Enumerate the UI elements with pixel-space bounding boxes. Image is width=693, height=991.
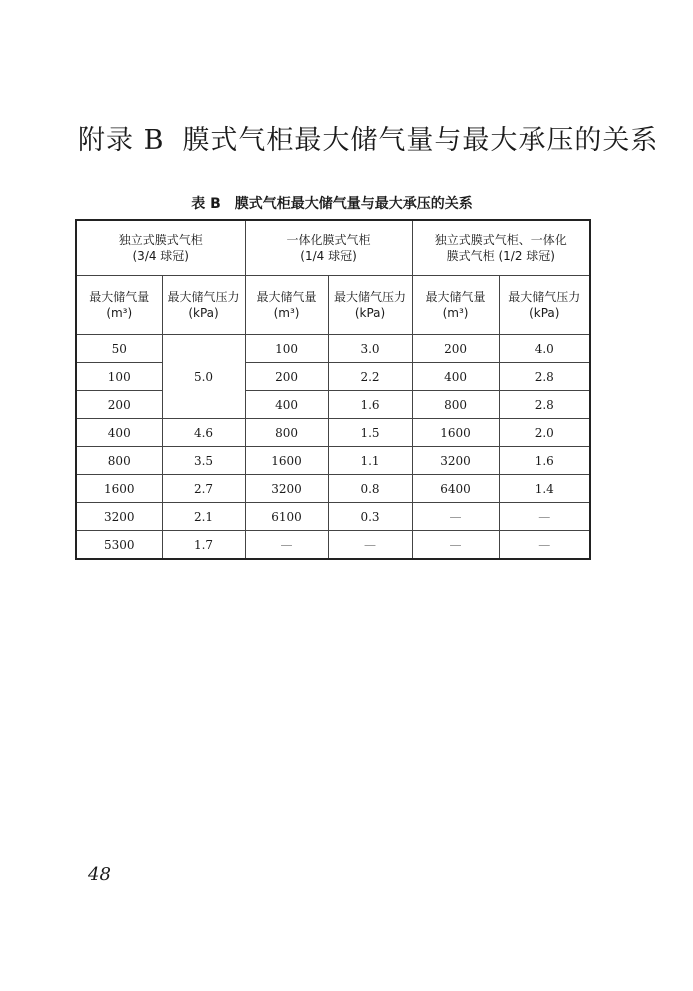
- table-cell: 2.0: [499, 419, 590, 447]
- table-cell: 1.6: [328, 391, 412, 419]
- table-row: [76, 363, 590, 391]
- table-cell-dash: —: [245, 531, 328, 560]
- table-cell: 400: [76, 419, 162, 447]
- column-header: 最大储气量 (m³): [245, 276, 328, 335]
- storage-pressure-table: [75, 219, 591, 560]
- column-header: 最大储气量 (m³): [76, 276, 162, 335]
- table-cell: 1600: [412, 419, 499, 447]
- table-row: [76, 503, 590, 531]
- table-cell: 50: [76, 335, 162, 363]
- table-cell: 2.8: [499, 391, 590, 419]
- table-caption: [75, 193, 589, 213]
- table-cell: 1.5: [328, 419, 412, 447]
- merged-pressure-cell: 5.0: [162, 335, 245, 419]
- table-cell: 0.3: [328, 503, 412, 531]
- table-cell: 200: [76, 391, 162, 419]
- table-cell-dash: —: [412, 531, 499, 560]
- table-row: [76, 475, 590, 503]
- table-cell: 400: [412, 363, 499, 391]
- table-cell: 0.8: [328, 475, 412, 503]
- table-row: [76, 419, 590, 447]
- table-cell: 1600: [76, 475, 162, 503]
- table-cell: 800: [412, 391, 499, 419]
- table-cell: 1600: [245, 447, 328, 475]
- table-cell-dash: —: [412, 503, 499, 531]
- column-header: 最大储气量 (m³): [412, 276, 499, 335]
- column-header: 最大储气压力 (kPa): [499, 276, 590, 335]
- table-cell-dash: —: [328, 531, 412, 560]
- table-cell: 4.6: [162, 419, 245, 447]
- table-cell: 4.0: [499, 335, 590, 363]
- table-cell: 1.1: [328, 447, 412, 475]
- table-row: [76, 335, 590, 363]
- table-cell-dash: —: [499, 531, 590, 560]
- table-cell: 5300: [76, 531, 162, 560]
- table-cell: 800: [76, 447, 162, 475]
- table-cell: 100: [76, 363, 162, 391]
- table-cell: 3200: [412, 447, 499, 475]
- table-cell: 6400: [412, 475, 499, 503]
- table-cell: 1.6: [499, 447, 590, 475]
- table-row: [76, 391, 590, 419]
- table-cell: 200: [245, 363, 328, 391]
- table-row: [76, 447, 590, 475]
- table-cell: 2.8: [499, 363, 590, 391]
- group-header-integrated: 一体化膜式气柜 (1/4 球冠): [245, 220, 412, 276]
- column-header: 最大储气压力 (kPa): [162, 276, 245, 335]
- table-cell: 100: [245, 335, 328, 363]
- table-cell: 3.5: [162, 447, 245, 475]
- table-cell: 200: [412, 335, 499, 363]
- table-cell-dash: —: [499, 503, 590, 531]
- table-caption-title: 膜式气柜最大储气量与最大承压的关系: [234, 196, 473, 212]
- table-cell: 1.4: [499, 475, 590, 503]
- table-cell: 2.7: [162, 475, 245, 503]
- appendix-label: 附录 B: [78, 125, 165, 156]
- table-cell: 2.1: [162, 503, 245, 531]
- table-cell: 800: [245, 419, 328, 447]
- appendix-title: [78, 118, 658, 157]
- group-header-row: [76, 220, 590, 276]
- table-row: [76, 531, 590, 560]
- column-header-row: [76, 276, 590, 335]
- table-cell: 400: [245, 391, 328, 419]
- column-header: 最大储气压力 (kPa): [328, 276, 412, 335]
- table-cell: 3.0: [328, 335, 412, 363]
- page-number: 48: [88, 864, 111, 885]
- table-caption-label: 表 B: [191, 196, 221, 212]
- table-cell: 3200: [76, 503, 162, 531]
- group-header-independent: 独立式膜式气柜 (3/4 球冠): [76, 220, 245, 276]
- table-cell: 6100: [245, 503, 328, 531]
- appendix-heading: 膜式气柜最大储气量与最大承压的关系: [182, 125, 659, 156]
- table-cell: 1.7: [162, 531, 245, 560]
- table-cell: 3200: [245, 475, 328, 503]
- group-header-combined: 独立式膜式气柜、一体化 膜式气柜 (1/2 球冠): [412, 220, 590, 276]
- table-cell: 2.2: [328, 363, 412, 391]
